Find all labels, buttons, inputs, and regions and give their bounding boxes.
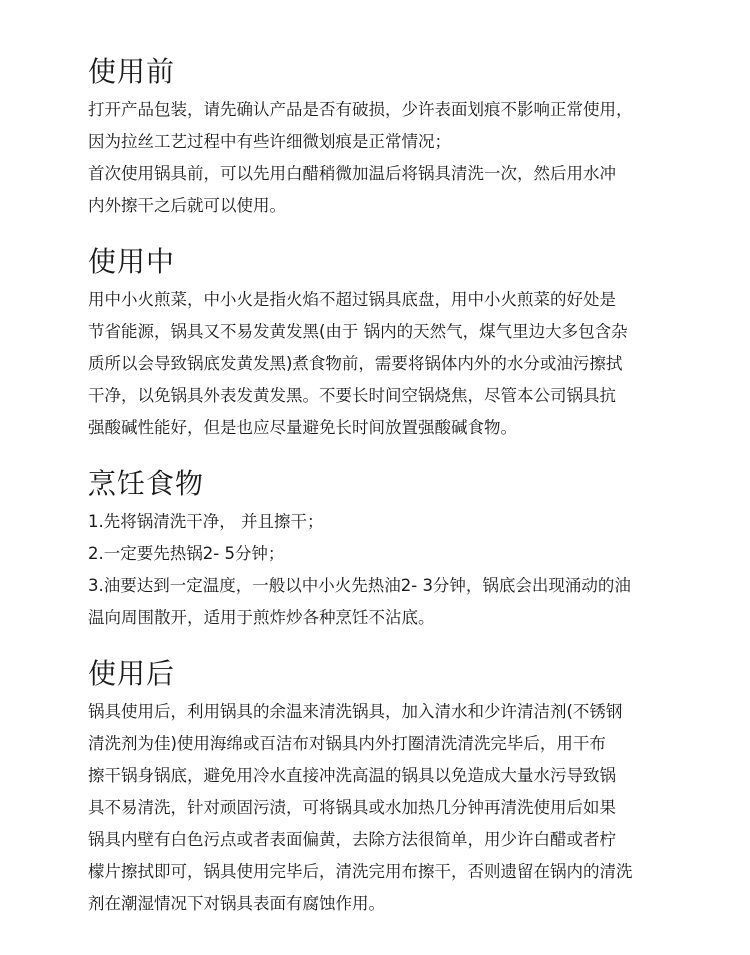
text-line: 剂在潮湿情况下对锅具表面有腐蚀作用。 (88, 894, 385, 913)
text-line: 锅具内壁有白色污点或者表面偏黄，去除方法很简单，用少许白醋或者柠 (88, 830, 616, 849)
section-title: 使用中 (88, 245, 176, 278)
text-line: 具不易清洗，针对顽固污渍，可将锅具或水加热几分钟再清洗使用后如果 (88, 798, 616, 817)
text-line: 内外擦干之后就可以使用。 (88, 196, 286, 215)
text-line: 用中小火煎菜，中小火是指火焰不超过锅具底盘，用中小火煎菜的好处是 (88, 290, 616, 309)
section-before-use (88, 52, 698, 222)
section-after-use (88, 654, 698, 920)
section-title: 烹饪食物 (88, 467, 205, 500)
text-line: 节省能源，锅具又不易发黄发黑(由于 锅内的天然气，煤气里边大多包含杂 (88, 322, 628, 341)
text-line: 3.油要达到一定温度，一般以中小火先热油2- 3分钟，锅底会出现涌动的油 (88, 576, 631, 595)
text-line: 锅具使用后，利用锅具的余温来清洗锅具，加入清水和少许清洁剂(不锈钢 (88, 702, 623, 721)
section-during-use (88, 242, 698, 444)
text-line: 打开产品包装，请先确认产品是否有破损，少许表面划痕不影响正常使用， (88, 100, 633, 119)
section-title: 使用后 (88, 657, 176, 690)
text-line: 擦干锅身锅底，避免用冷水直接冲洗高温的锅具以免造成大量水污导致锅 (88, 766, 616, 785)
text-line: 首次使用锅具前，可以先用白醋稍微加温后将锅具清洗一次，然后用水冲 (88, 164, 616, 183)
section-title: 使用前 (88, 55, 176, 88)
text-line: 强酸碱性能好，但是也应尽量避免长时间放置强酸碱食物。 (88, 418, 517, 437)
text-line: 因为拉丝工艺过程中有些许细微划痕是正常情况； (88, 132, 451, 151)
text-line: 干净，以免锅具外表发黄发黑。不要长时间空锅烧焦，尽管本公司锅具抗 (88, 386, 616, 405)
text-line: 1.先将锅清洗干净， 并且擦干； (88, 512, 324, 531)
text-line: 质所以会导致锅底发黄发黑)煮食物前，需要将锅体内外的水分或油污擦拭 (88, 354, 623, 373)
text-line: 清洗剂为佳)使用海绵或百洁布对锅具内外打圈清洗清洗完毕后，用干布 (88, 734, 606, 753)
section-cooking (88, 464, 698, 634)
text-line: 2.一定要先热锅2- 5分钟； (88, 544, 285, 563)
text-line: 檬片擦拭即可，锅具使用完毕后，清洗完用布擦干，否则遗留在锅内的清洗 (88, 862, 633, 881)
instruction-page (88, 52, 698, 940)
text-line: 温向周围散开，适用于煎炸炒各种烹饪不沾底。 (88, 608, 435, 627)
